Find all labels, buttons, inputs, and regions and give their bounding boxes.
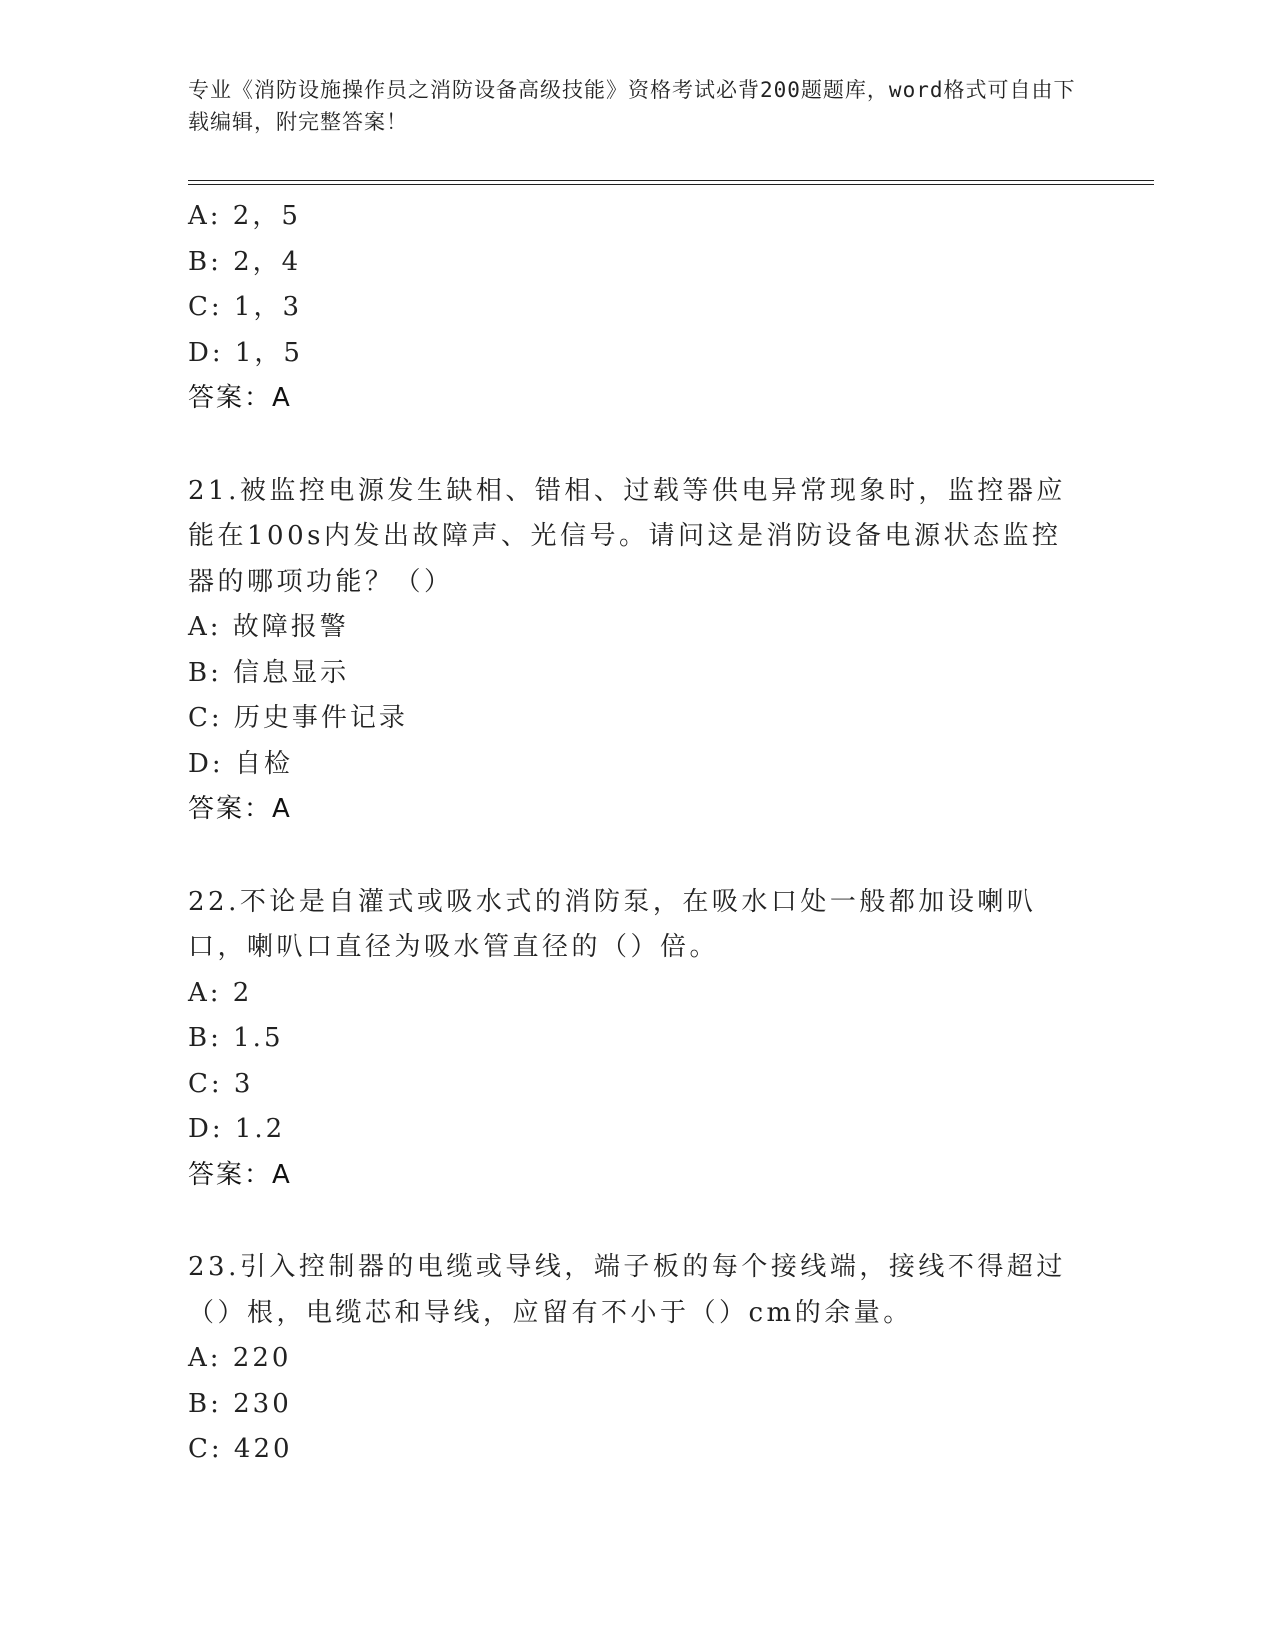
answer-line: 答案：A — [188, 794, 292, 824]
option-d: D: 1.2 — [188, 1114, 286, 1144]
header-divider-top — [188, 180, 1154, 181]
question-block-23 — [188, 1245, 1088, 1473]
option-c: C: 1，3 — [188, 292, 303, 322]
question-text: 22.不论是自灌式或吸水式的消防泵，在吸水口处一般都加设喇叭口，喇叭口直径为吸水管直径的（）倍。 — [188, 886, 1037, 962]
question-text: 23.引入控制器的电缆或导线，端子板的每个接线端，接线不得超过（）根，电缆芯和导线，应留有不小于（）cm的余量。 — [188, 1252, 1066, 1328]
option-b: B: 2，4 — [188, 246, 302, 277]
option-d: D: 自检 — [188, 748, 293, 779]
option-a: A: 2 — [188, 977, 253, 1008]
option-b: B: 信息显示 — [188, 657, 350, 688]
question-text: 21.被监控电源发生缺相、错相、过载等供电异常现象时，监控器应能在100s内发出故障声、光信号。请问这是消防设备电源状态监控器的哪项功能？（） — [188, 475, 1066, 597]
question-block-22 — [188, 880, 1088, 1199]
option-c: C: 420 — [188, 1434, 293, 1464]
option-a: A: 2，5 — [188, 201, 301, 231]
option-d: D: 1，5 — [188, 337, 303, 368]
question-block-21 — [188, 469, 1088, 833]
option-c: C: 3 — [188, 1068, 254, 1099]
option-a: A: 220 — [188, 1343, 292, 1373]
header-divider-bottom — [188, 184, 1154, 185]
answer-line: 答案：A — [188, 1159, 292, 1190]
answer-line: 答案：A — [188, 383, 292, 413]
document-body — [188, 194, 1088, 1473]
option-a: A: 故障报警 — [188, 612, 349, 642]
question-block-prev — [188, 194, 1088, 422]
option-c: C: 历史事件记录 — [188, 703, 408, 733]
option-b: B: 230 — [188, 1388, 292, 1419]
page-header: 专业《消防设施操作员之消防设备高级技能》资格考试必背200题题库，word格式可自由下载编辑，附完整答案！ — [188, 78, 1076, 134]
option-b: B: 1.5 — [188, 1023, 284, 1053]
